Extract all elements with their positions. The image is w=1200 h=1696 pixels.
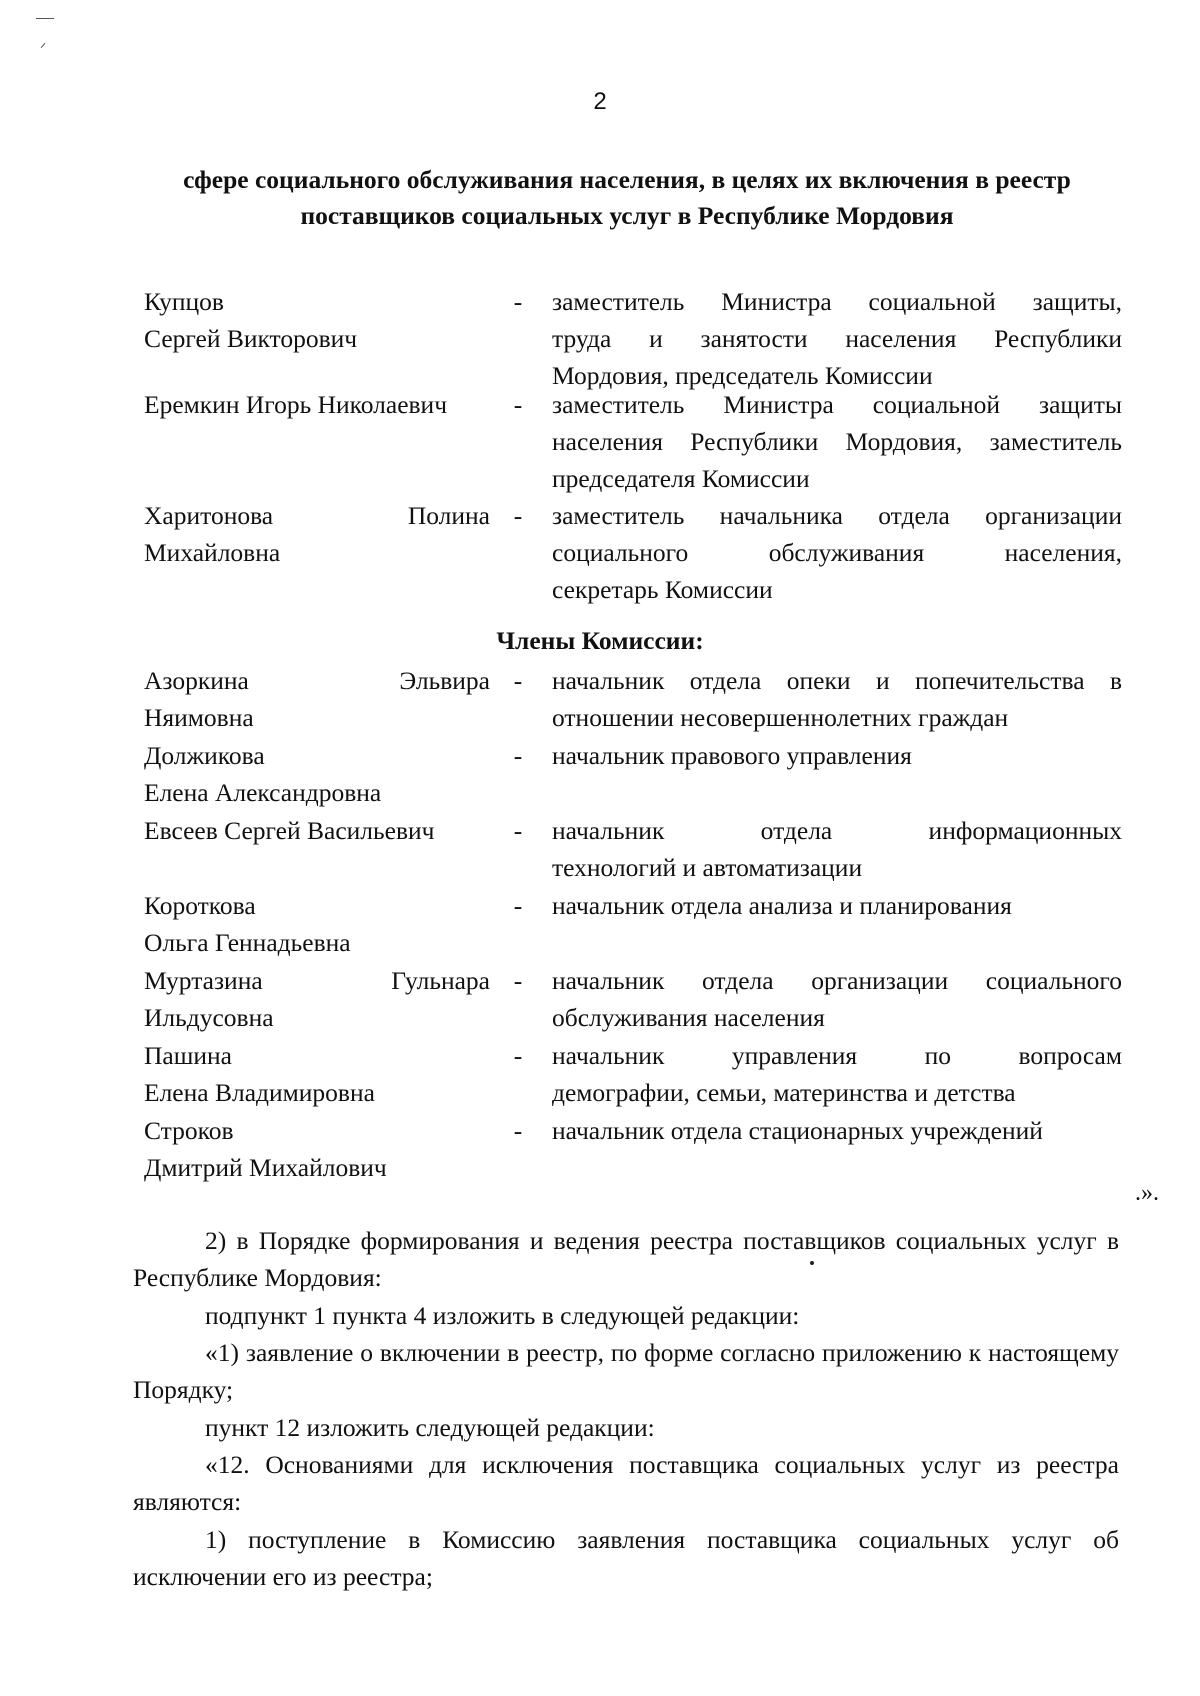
member-name: Харитонова Полина Михайловна [144,501,490,567]
member-name: Должикова Елена Александровна [144,741,382,807]
member-position: начальник отдела анализа и планирования [552,891,1012,920]
dash-separator: - [513,966,523,995]
closing-quote-mark: .». [1135,1180,1159,1206]
dash-separator: - [513,666,523,695]
member-name: Купцов Сергей Викторович [144,287,358,353]
member-position: начальник отдела организации социального обслуживания населения [552,966,1122,1032]
body-paragraph: 2) в Порядке формирования и ведения реестра поставщиков социальных услуг в Республике Мордовия: [133,1226,1119,1292]
dash-separator: - [513,390,523,419]
member-name: Муртазина Гульнара Ильдусовна [144,966,490,1032]
member-name: Еремкин Игорь Николаевич [144,390,448,419]
dash-separator: - [513,816,523,845]
dash-separator: - [513,1041,523,1070]
member-position: заместитель начальника отдела организации социального обслуживания населения, секретарь Комиссии [552,501,1122,604]
dash-separator: - [513,1116,523,1145]
member-position: начальник отдела стационарных учреждений [552,1116,1043,1145]
dash-separator: - [513,501,523,530]
section-heading: сфере социального обслуживания населения, в целях их включения в реестр поставщиков социальных услуг в Республике Мордовия [183,165,1071,230]
body-paragraph: «12. Основаниями для исключения поставщика социальных услуг из реестра являются: [133,1450,1119,1516]
scan-artifact [41,43,46,48]
member-position: заместитель Министра социальной защиты населения Республики Мордовия, заместитель председателя Комиссии [552,390,1122,493]
body-paragraph: 1) поступление в Комиссию заявления поставщика социальных услуг об исключении его из реестра; [133,1525,1119,1591]
page-number: 2 [593,88,607,115]
body-paragraph: пункт 12 изложить следующей редакции: [205,1413,655,1442]
scan-artifact [810,1261,814,1265]
member-name: Евсеев Сергей Васильевич [144,816,435,845]
dash-separator: - [513,741,523,770]
dash-separator: - [513,891,523,920]
member-position: начальник отдела опеки и попечительства в отношении несовершеннолетних граждан [552,666,1122,732]
member-position: начальник отдела информационных технологий и автоматизации [552,816,1122,882]
member-name: Пашина Елена Владимировна [144,1041,375,1107]
member-position: начальник управления по вопросам демографии, семьи, материнства и детства [552,1041,1122,1107]
body-paragraph: «1) заявление о включении в реестр, по форме согласно приложению к настоящему Порядку; [133,1338,1119,1404]
member-name: Короткова Ольга Геннадьевна [144,891,351,957]
member-position: начальник правового управления [552,741,912,770]
dash-separator: - [513,287,523,316]
member-name: Азоркина Эльвира Няимовна [144,666,490,732]
body-paragraph: подпункт 1 пункта 4 изложить в следующей редакции: [205,1301,800,1330]
member-position: заместитель Министра социальной защиты, труда и занятости населения Республики Мордовия, председатель Комиссии [552,287,1122,390]
scan-artifact [36,18,54,19]
member-name: Строков Дмитрий Михайлович [144,1116,387,1182]
members-heading: Члены Комиссии: [496,626,704,655]
